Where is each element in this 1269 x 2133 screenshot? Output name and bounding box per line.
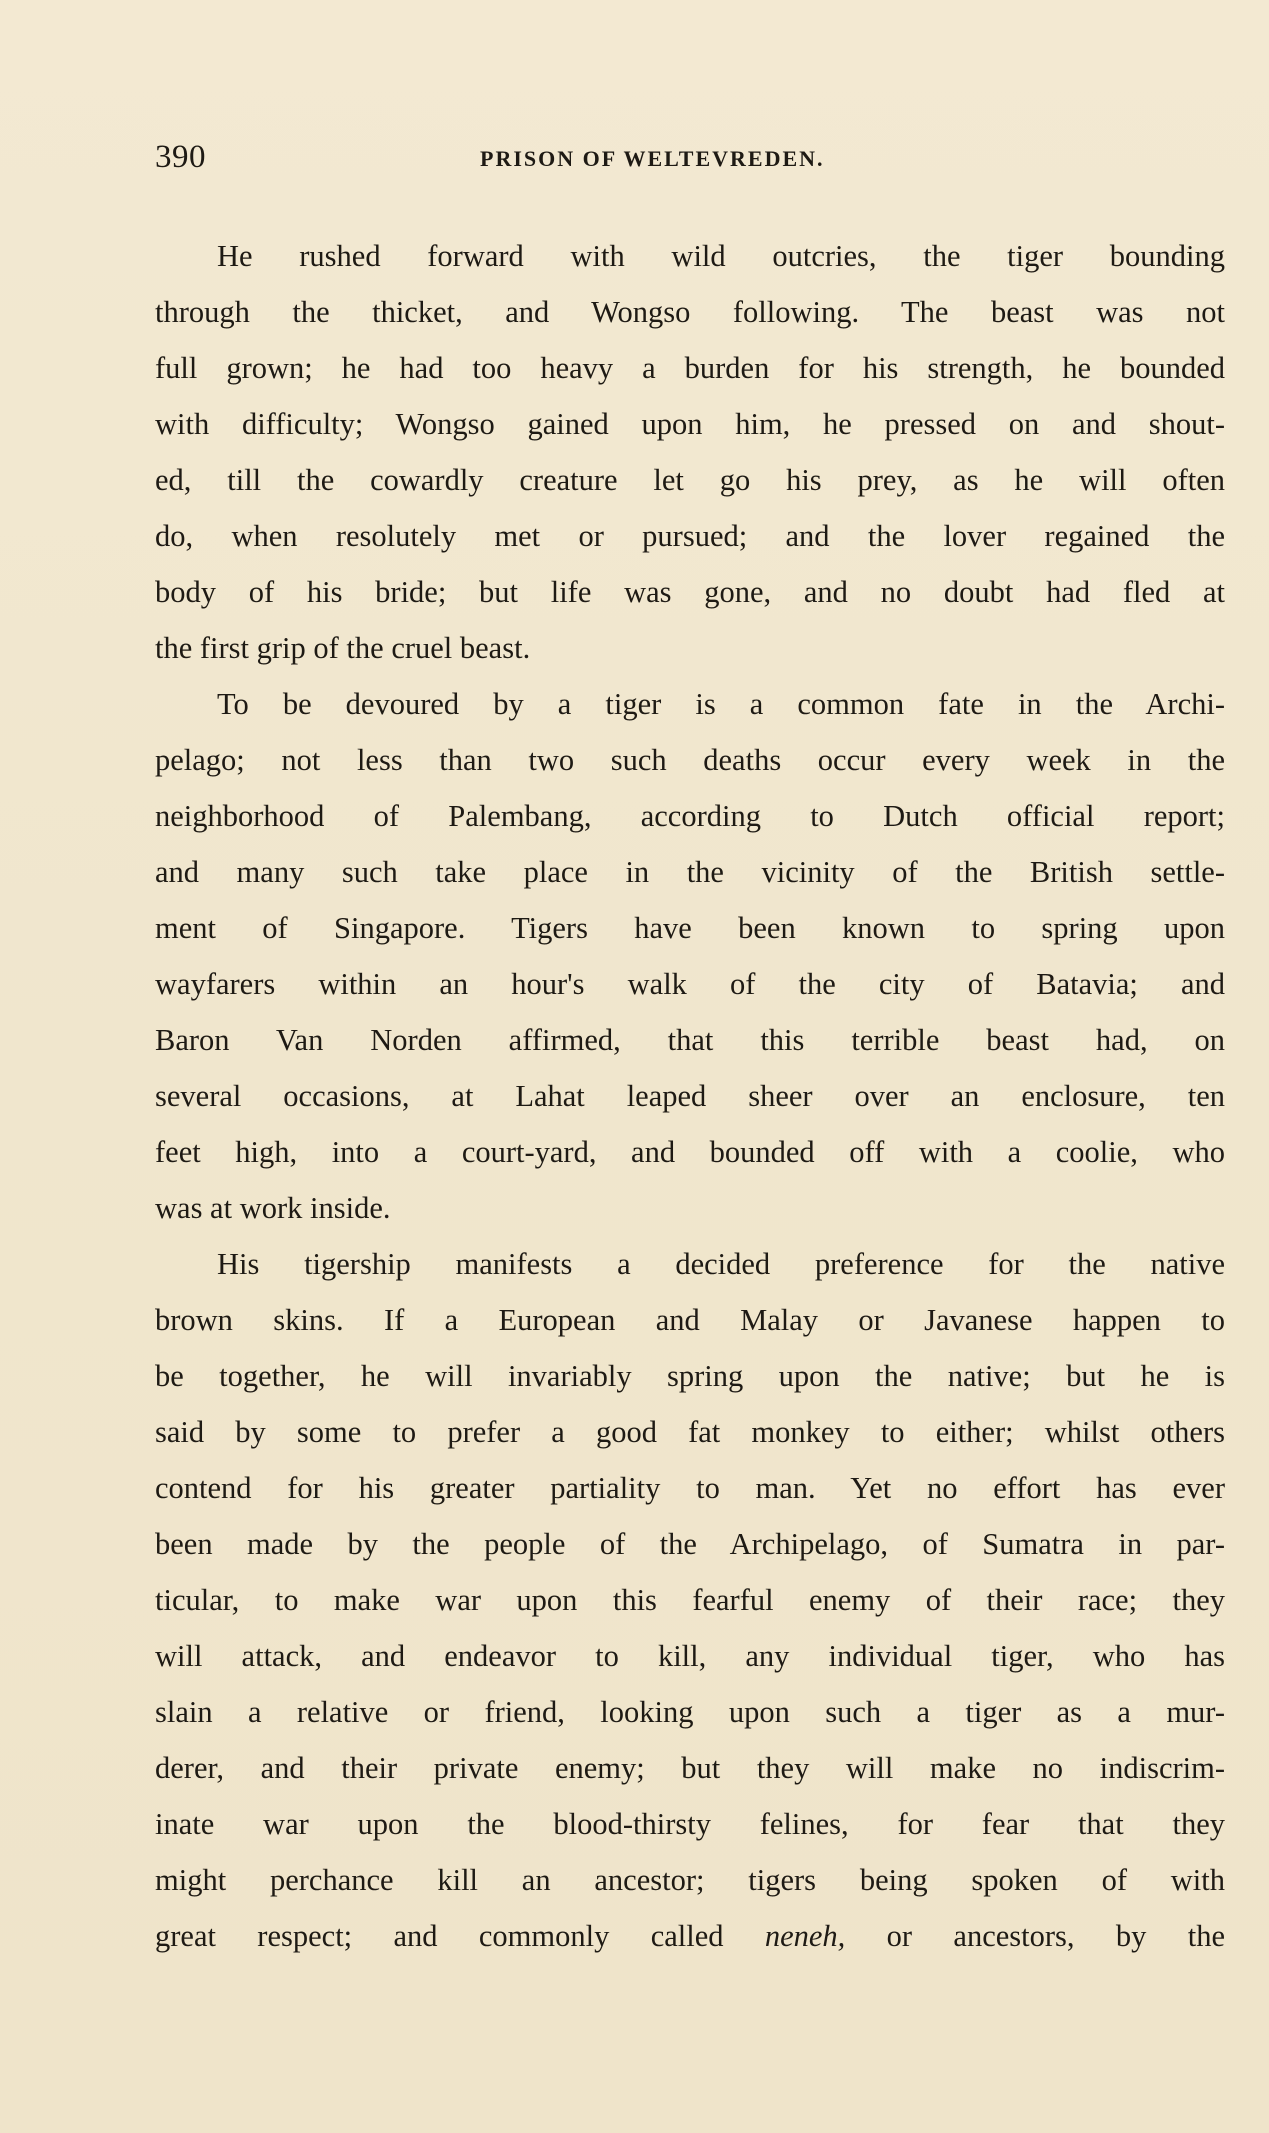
text-line: His tigership manifests a decided preference for the native: [217, 1247, 1225, 1281]
text-line: He rushed forward with wild outcries, the tiger bounding: [217, 239, 1225, 273]
italic-term: neneh,: [764, 1919, 846, 1953]
text-line: was at work inside.: [155, 1191, 391, 1225]
text-line: said by some to prefer a good fat monkey to either; whilst others: [155, 1415, 1225, 1449]
text-line: pelago; not less than two such deaths occur every week in the: [155, 743, 1225, 777]
text-line: inate war upon the blood-thirsty felines, for fear that they: [155, 1807, 1225, 1841]
text-line: slain a relative or friend, looking upon such a tiger as a mur-: [155, 1695, 1225, 1729]
running-head: PRISON OF WELTEVREDEN.: [480, 146, 825, 171]
text-line: with difficulty; Wongso gained upon him, he pressed on and shout-: [155, 407, 1225, 441]
text-line: feet high, into a court-yard, and bounded off with a coolie, who: [155, 1135, 1225, 1169]
text-line: do, when resolutely met or pursued; and the lover regained the: [155, 519, 1225, 553]
text-line: body of his bride; but life was gone, and no doubt had fled at: [155, 575, 1225, 609]
final-line-start: great respect; and commonly called: [155, 1919, 765, 1953]
text-line: through the thicket, and Wongso following. The beast was not: [155, 295, 1225, 329]
text-line: To be devoured by a tiger is a common fate in the Archi-: [217, 687, 1225, 721]
text-line: ed, till the cowardly creature let go his prey, as he will often: [155, 463, 1225, 497]
text-line: contend for his greater partiality to man. Yet no effort has ever: [155, 1471, 1225, 1505]
body-text: [155, 228, 1225, 1964]
text-line: will attack, and endeavor to kill, any individual tiger, who has: [155, 1639, 1225, 1673]
text-line: be together, he will invariably spring upon the native; but he is: [155, 1359, 1225, 1393]
text-line: Baron Van Norden affirmed, that this terrible beast had, on: [155, 1023, 1225, 1057]
final-line-end: or ancestors, by the: [845, 1919, 1225, 1953]
text-line: been made by the people of the Archipelago, of Sumatra in par-: [155, 1527, 1225, 1561]
text-line-final: [155, 1908, 1225, 1964]
text-line: derer, and their private enemy; but they will make no indiscrim-: [155, 1751, 1225, 1785]
text-line: might perchance kill an ancestor; tigers being spoken of with: [155, 1863, 1225, 1897]
page-header: [155, 135, 1225, 179]
text-line: brown skins. If a European and Malay or Javanese happen to: [155, 1303, 1225, 1337]
page-number: 390: [155, 139, 206, 175]
text-line: ment of Singapore. Tigers have been known to spring upon: [155, 911, 1225, 945]
text-line: the first grip of the cruel beast.: [155, 631, 531, 665]
text-line: full grown; he had too heavy a burden for his strength, he bounded: [155, 351, 1225, 385]
text-line: neighborhood of Palembang, according to Dutch official report;: [155, 799, 1225, 833]
text-line: and many such take place in the vicinity of the British settle-: [155, 855, 1225, 889]
text-line: several occasions, at Lahat leaped sheer over an enclosure, ten: [155, 1079, 1225, 1113]
text-line: wayfarers within an hour's walk of the city of Batavia; and: [155, 967, 1225, 1001]
text-line: ticular, to make war upon this fearful enemy of their race; they: [155, 1583, 1225, 1617]
